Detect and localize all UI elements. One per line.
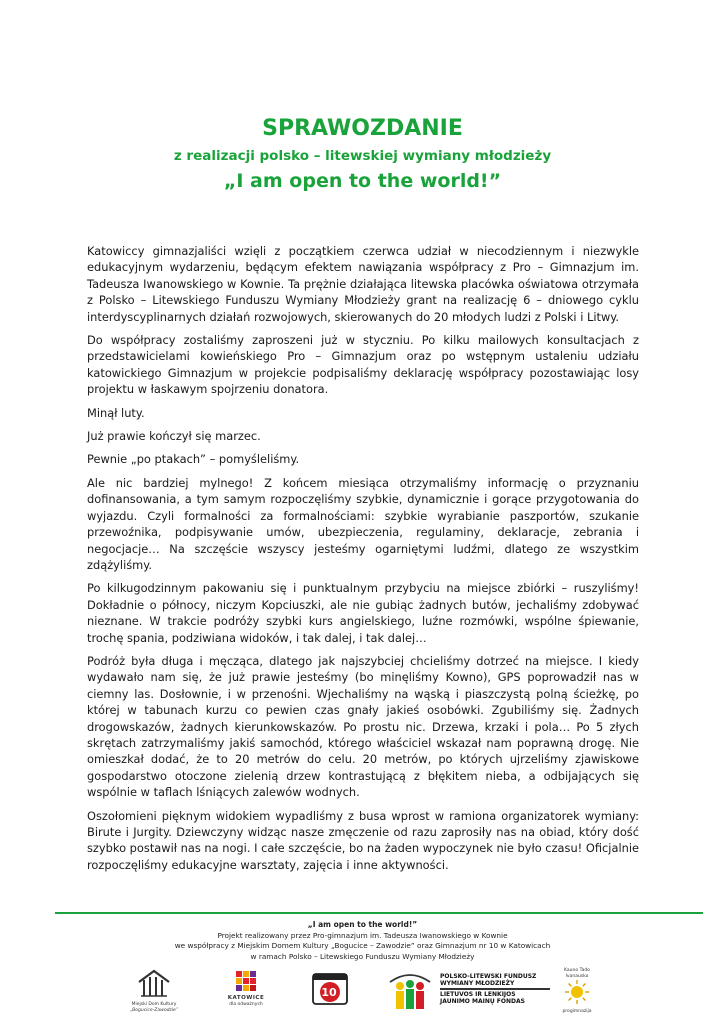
paragraph: Już prawie kończył się marzec. [87,429,261,444]
paragraph: Po kilkugodzinnym pakowaniu się i punktualnym przybyciu na miejsce zbiórki – ruszyliśmy! Dokładnie o północy, niczym Kopciuszki, ale nie gubiąc żadnych butów, jechaliśmy zdobywać nieznane. W trakcie podróży szybki kurs angielskiego, luźne rozmówki, wspólne śpiewanie, trochę spania, podziwiana widoków, i tak dalej, i tak dalej… [87,581,639,645]
progimnazjum-caption-2: progimnazija [562,1009,592,1014]
katowice-logo [226,970,266,1007]
fund-name-pl-2: WYMIANY MŁODZIEŻY [440,980,515,987]
progimnazjum-logo [552,968,602,1015]
footer-divider [55,912,703,914]
footer-line-1: Projekt realizowany przez Pro-gimnazjum im. Tadeusza Iwanowskiego w Kownie [217,930,508,940]
katowice-caption: KATOWICE [227,995,265,1001]
footer-line-2: we współpracy z Miejskim Domem Kultury „Bogucice – Zawodzie” oraz Gimnazjum nr 10 w Katowicach [174,941,551,950]
paragraph: Pewnie „po ptakach” – pomyśleliśmy. [87,452,300,467]
house-icon [136,968,172,998]
paragraph: Katowiccy gimnazjaliści wzięli z początkiem czerwca udział w niecodziennym i niezwykle edukacyjnym wydarzeniu, będącym efektem nawiązania współpracy z Pro – Gimnazjum im. Tadeusza Iwanowskiego w Kownie. Ta prężnie działająca litewska placówka oświatowa otrzymała z Polsko – Litewskiego Funduszu Wymiany Młodzieży grant na realizację 6 – dniowego cyklu interdyscyplinarnych działań rozwojowych, skierowanych do 20 młodych ludzi z Polski i Litwy. [87,244,639,324]
fund-name-lt-2: JAUNIMO MAINŲ FONDAS [440,998,525,1005]
fund-name-lt-1: LIETUVOS IR LENKIJOS [440,991,516,998]
title-block [0,115,725,194]
sun-emblem-icon [564,979,590,1005]
footer-project-title: „I am open to the world!” [307,920,418,929]
partner-logos [0,968,725,1018]
fund-figures-icon [386,970,434,1014]
katowice-tagline: dla odważnych [229,1001,263,1007]
paragraph: Ale nic bardziej mylnego! Z końcem miesiąca otrzymaliśmy informację o przyznaniu dofinansowania, a tym samym rozpoczęliśmy szybkie, dynamicznie i gorące przygotowania do wyjazdu. Czyli formalności za formalnościami: szybkie wyrabianie paszportów, szukanie przewoźnika, podpisywanie umów, ubezpieczenia, regulaminy, deklaracje, zebrania i negocjacje… Na szczęście wszyscy jesteśmy ogarniętymi ludźmi, dlatego ze wszystkim zdążyliśmy. [87,475,639,572]
gimnazjum-10-logo [310,972,350,1010]
footer-line-3: w ramach Polsko – Litewskiego Funduszu Wymiany Młodzieży [250,951,475,961]
paragraph: Podróż była długa i męcząca, dlatego jak najszybciej chcieliśmy dotrzeć na miejsce. I kiedy wydawało nam się, że już prawie jesteśmy (bo minęliśmy Kowno), GPS poprowadził nas w ciemny las. Dosłownie, i w przenośni. Wjechaliśmy na wąską i piaszczystą polną ścieżkę, po której w tabunach kurzu co pewien czas gnały jakieś osobówki. Zgubiliśmy się. Żadnych drogowskazów, żadnych kierunkowskazów. Po prostu nic. Drzewa, krzaki i pola… Po 5 złych skrętach zatrzymaliśmy jakiś samochód, którego właściciel wskazał nam poprawną drogę. Nie omieszkał dodać, że to 20 metrów do celu. 20 metrów, po których ujrzeliśmy zjawiskowe gospodarstwo otoczone zielenią drzew kontrastującą z błękitem nieba, a odbijających się wspólnie w taflach lśniących zalewów wodnych. [87,653,639,800]
paragraph: Do współpracy zostaliśmy zaproszeni już w styczniu. Po kilku mailowych konsultacjach z przedstawicielami kowieńskiego Pro – Gimnazjum oraz po wstępnym ustaleniu udziału katowickiego Gimnazjum w projekcie podpisaliśmy deklarację współpracy pozostawiając losy projektu w łaskawym spojrzeniu donatora. [87,333,639,397]
fund-name-pl-1: POLSKO-LITEWSKI FUNDUSZ [440,973,537,980]
mdk-logo [128,968,180,1013]
project-name: „I am open to the world!” [223,170,502,192]
paragraph: Oszołomieni pięknym widokiem wypadliśmy z busa wprost w ramiona organizatorek wymiany: Birute i Jurgity. Dziewczyny widząc nasze zmęczenie od razu zaprosiły nas na obiad, który dość szybko postawił nas na nogi. I całe szczęście, bo na żaden wypoczynek nie było czasu! Oficjalnie rozpoczęliśmy edukacyjne warsztaty, zajęcia i inne aktywności. [87,808,639,872]
mdk-caption-2: „Bogucice-Zawodzie” [129,1007,179,1013]
mdk-caption-1: Miejski Dom Kultury [131,1002,177,1007]
document-subtitle: z realizacji polsko – litewskiej wymiany młodzieży [173,148,552,164]
paragraph: Minął luty. [87,405,145,420]
report-body [87,243,639,880]
footer [0,920,725,962]
katowice-emblem-icon [235,970,257,992]
gimnazjum-number: 10 [321,986,337,999]
document-title: SPRAWOZDANIE [262,116,463,141]
progimnazjum-caption-1: Kauno Tado Ivanausko [564,968,590,979]
